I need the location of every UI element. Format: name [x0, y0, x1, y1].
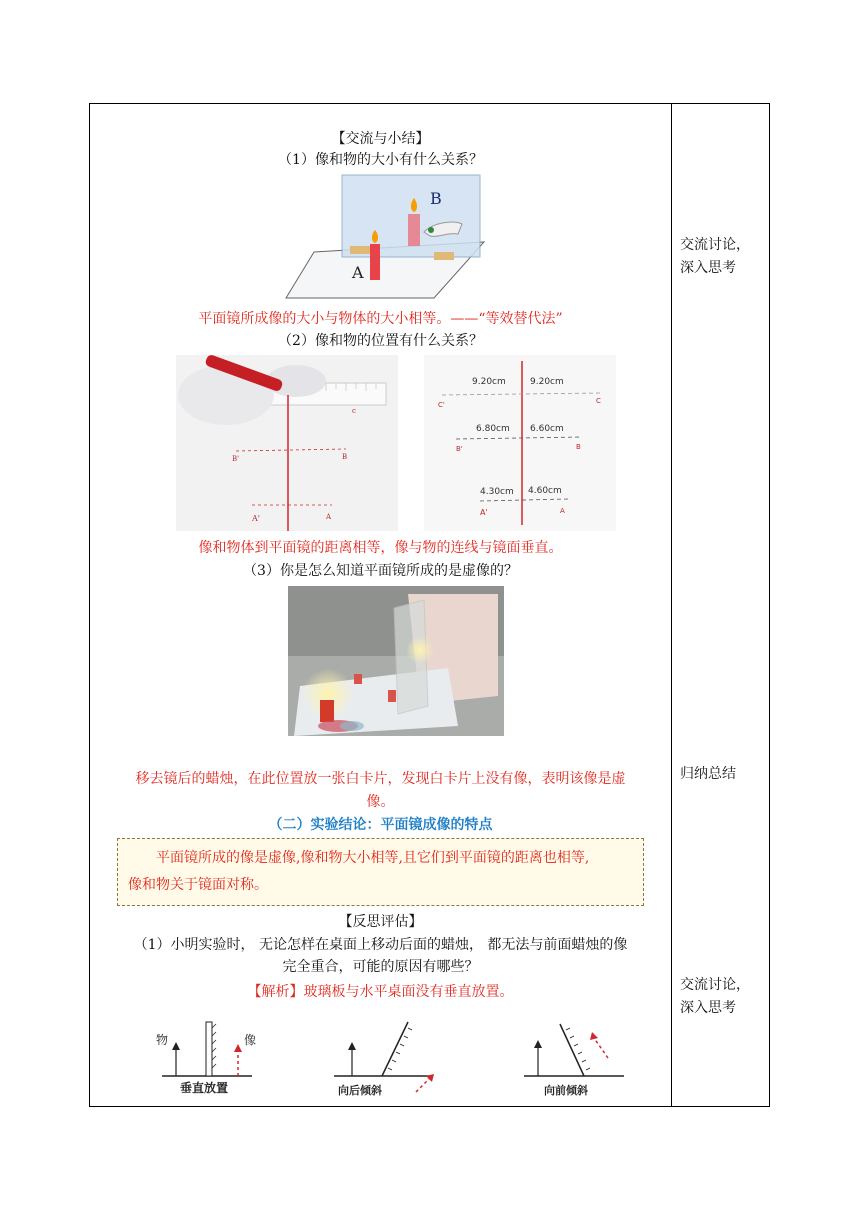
reflection-answer	[90, 982, 671, 1002]
label-a-prime: A'	[480, 508, 488, 517]
conclusion-box	[117, 838, 644, 906]
label-b: B	[430, 189, 442, 208]
label-b-prime: B'	[232, 455, 240, 463]
conclusion-line: 像和物关于镜面对称。	[128, 877, 268, 893]
question-1: （1）像和物的大小有什么关系？	[278, 152, 483, 168]
dist-a-image: 4.30cm	[480, 487, 514, 497]
reflection-question-line1: （1）小明实验时， 无论怎样在桌面上移动后面的蜡烛， 都无法与前面蜡烛的像	[133, 937, 628, 953]
answer-3-line1: 移去镜后的蜡烛，在此位置放一张白卡片，发现白卡片上没有像，表明该像是虚	[135, 771, 626, 787]
dist-c-image: 9.20cm	[472, 377, 506, 387]
label-b-prime: B'	[456, 445, 463, 453]
answer-text: 玻璃板与水平桌面没有垂直放置。	[303, 984, 514, 1000]
label-c-prime: C'	[438, 401, 445, 409]
question-3: （3）你是怎么知道平面镜所成的是虚像的？	[243, 563, 518, 579]
label-image: 像	[244, 1033, 257, 1047]
caption-tilt-back: 向后倾斜	[338, 1084, 382, 1097]
label-a-prime: A'	[252, 514, 260, 523]
column-divider	[671, 103, 672, 1107]
label-b: B	[342, 453, 348, 461]
side-note-line: 深入思考	[680, 1000, 736, 1016]
conclusion-line: 平面镜所成的像是虚像,像和物大小相等,且它们到平面镜的距离也相等,	[156, 850, 590, 866]
label-a: A	[352, 263, 364, 282]
dist-b-image: 6.80cm	[476, 424, 510, 434]
caption-tilt-forward: 向前倾斜	[544, 1084, 588, 1097]
dist-b-object: 6.60cm	[530, 424, 564, 434]
measurement-photo	[176, 355, 398, 531]
distance-diagram	[424, 355, 616, 531]
label-object: 物	[156, 1033, 169, 1047]
question-2: （2）像和物的位置有什么关系？	[278, 333, 483, 349]
side-note-line: 深入思考	[680, 260, 736, 276]
answer-3-line2: 像。	[366, 794, 395, 810]
reflection-question-line2: 完全重合，可能的原因有哪些？	[282, 959, 479, 975]
section-heading-reflection: 【反思评估】	[338, 914, 423, 930]
label-c: c	[352, 407, 356, 415]
virtual-image-photo	[288, 586, 504, 736]
section-heading-exchange: 【交流与小结】	[331, 131, 430, 147]
label-a: A	[326, 513, 332, 521]
side-note-line: 交流讨论，	[680, 237, 750, 253]
answer-2: 像和物体到平面镜的距离相等，像与物的连线与镜面垂直。	[198, 540, 563, 556]
side-note-discuss	[680, 234, 750, 280]
label-c: C	[596, 397, 601, 405]
tilted-forward-diagram	[520, 1018, 630, 1098]
side-note-reflect	[680, 974, 750, 1020]
caption-vertical: 垂直放置	[180, 1081, 229, 1095]
side-note-line: 交流讨论，	[680, 977, 750, 993]
side-note-summary: 归纳总结	[680, 766, 736, 782]
dist-a-object: 4.60cm	[528, 486, 562, 496]
candle-mirror-figure	[284, 172, 506, 302]
conclusion-heading: （二）实验结论：平面镜成像的特点	[268, 817, 493, 833]
label-b: B	[576, 443, 581, 451]
label-a: A	[560, 507, 565, 515]
answer-1: 平面镜所成像的大小与物体的大小相等。——“等效替代法”	[198, 311, 563, 327]
answer-tag: 【解析】	[247, 984, 304, 1000]
tilted-back-diagram	[330, 1018, 440, 1098]
dist-c-object: 9.20cm	[530, 377, 564, 387]
vertical-placement-diagram	[152, 1020, 262, 1096]
